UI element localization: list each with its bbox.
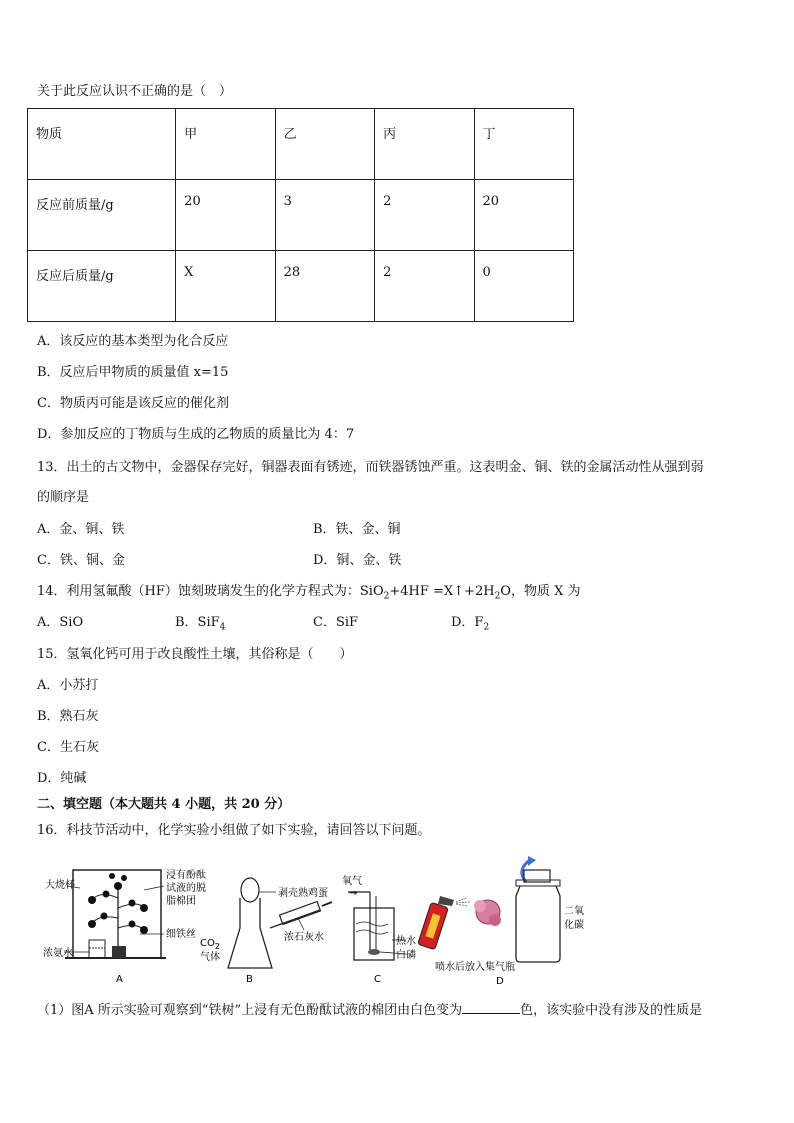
label-a-wire: 细铁丝 <box>166 929 196 940</box>
q15-option-c: C．生石灰 <box>37 740 99 755</box>
label-a-cotton-1: 浸有酚酞 <box>166 870 206 881</box>
label-b-gas-2: 气体 <box>200 952 220 963</box>
table-cell: 丁 <box>474 109 574 180</box>
q16-sub1-post: 色，该实验中没有涉及的性质是 <box>520 1003 703 1018</box>
label-a-ammonia: 浓氨水 <box>43 948 73 959</box>
table-row <box>28 180 574 251</box>
table-cell: 0 <box>474 251 574 322</box>
q13-stem-line1: 13．出土的古文物中，金器保存完好，铜器表面有锈迹，而铁器锈蚀严重。这表明金、铜、铁的金属活动性从强到弱 <box>37 460 704 475</box>
q15-option-a: A．小苏打 <box>37 678 99 693</box>
q13-option-a: A．金、铜、铁 <box>37 522 125 537</box>
table-cell: 20 <box>474 180 574 251</box>
q13-option-b: B．铁、金、铜 <box>313 522 401 537</box>
table-cell: 28 <box>275 251 374 322</box>
label-b-gas-1: $CO_2$ <box>200 938 220 951</box>
experiment-figure <box>40 848 600 988</box>
label-c-oxygen: 氧气 <box>342 876 362 887</box>
q13-option-c: C．铁、铜、金 <box>37 553 125 568</box>
q14-stem-sub1: 2 <box>383 591 390 602</box>
q15-option-b: B．熟石灰 <box>37 709 99 724</box>
label-d-spray: 喷水后放入集气瓶 <box>435 962 515 973</box>
label-a-cotton-3: 脂棉团 <box>166 896 196 907</box>
q15-stem: 15．氢氧化钙可用于改良酸性土壤，其俗称是（ ） <box>37 647 353 662</box>
label-c-water: 热水 <box>396 936 416 947</box>
table-cell: 反应后质量/g <box>28 251 176 322</box>
apparatus-d <box>418 856 560 962</box>
table-cell: 3 <box>275 180 374 251</box>
q14-stem-mid: +4HF =X↑+2H <box>389 584 495 599</box>
table-cell: 丙 <box>375 109 474 180</box>
experiment-diagram <box>40 848 600 988</box>
table-cell: 乙 <box>275 109 374 180</box>
q16-stem: 16．科技节活动中，化学实验小组做了如下实验，请回答以下问题。 <box>37 823 431 838</box>
label-c: C <box>374 974 381 985</box>
q14-stem-pre: 14．利用氢氟酸（HF）蚀刻玻璃发生的化学方程式为：SiO <box>37 584 384 599</box>
table-cell: 2 <box>375 251 474 322</box>
q13-stem-line2: 的顺序是 <box>37 490 90 505</box>
q14-option-b: B．SiF$_4$ <box>175 615 226 633</box>
q14-option-d: D．$F_2$ <box>451 615 490 633</box>
q14-stem <box>37 584 580 605</box>
q16-sub1 <box>37 1001 702 1019</box>
label-a-cotton-2: 试液的脱 <box>166 883 206 894</box>
syringe <box>279 901 320 924</box>
q16-sub1-pre: （1）图A 所示实验可观察到“铁树”上浸有无色酚酞试液的棉团由白色变为 <box>37 1003 463 1018</box>
arrow-c-oxygen: → <box>349 888 358 899</box>
section-title: 二、填空题（本大题共 4 小题，共 20 分） <box>37 797 291 812</box>
table-row <box>28 109 574 180</box>
q12-stem: 关于此反应认识不正确的是（ ） <box>37 84 233 99</box>
label-c-p: 白磷 <box>396 950 416 961</box>
table-cell: 物质 <box>28 109 176 180</box>
label-b-lime: 浓石灰水 <box>284 932 324 943</box>
q13-option-d: D．铜、金、铁 <box>313 553 402 568</box>
q12-option-b: B．反应后甲物质的质量值 x=15 <box>37 365 229 380</box>
q15-option-d: D．纯碱 <box>37 771 87 786</box>
answer-blank[interactable] <box>462 1001 520 1014</box>
q12-option-a: A．该反应的基本类型为化合反应 <box>37 334 229 349</box>
label-d-co2-2: 化碳 <box>564 920 584 931</box>
table-cell: 20 <box>176 180 275 251</box>
label-b-egg: 剥壳熟鸡蛋 <box>278 888 328 899</box>
q14-option-a: A．SiO <box>37 615 84 630</box>
label-b: B <box>246 974 253 985</box>
apparatus-a <box>64 870 166 958</box>
label-d: D <box>496 976 504 987</box>
q12-option-d: D．参加反应的丁物质与生成的乙物质的质量比为 4：7 <box>37 427 355 442</box>
mass-table <box>27 108 574 322</box>
egg <box>241 878 259 902</box>
label-a: A <box>116 974 123 985</box>
q14-option-c: C．SiF <box>313 615 359 630</box>
table-cell: X <box>176 251 275 322</box>
label-a-beaker: 大烧杯 <box>45 880 75 891</box>
table-row <box>28 251 574 322</box>
label-d-co2-1: 二氧 <box>564 906 584 917</box>
table-cell: 2 <box>375 180 474 251</box>
q14-stem-sub2: 2 <box>494 591 501 602</box>
q14-stem-post: O，物质 X 为 <box>500 584 581 599</box>
gas-jar <box>516 886 560 962</box>
table-cell: 反应前质量/g <box>28 180 176 251</box>
q12-option-c: C．物质丙可能是该反应的催化剂 <box>37 396 229 411</box>
table-cell: 甲 <box>176 109 275 180</box>
